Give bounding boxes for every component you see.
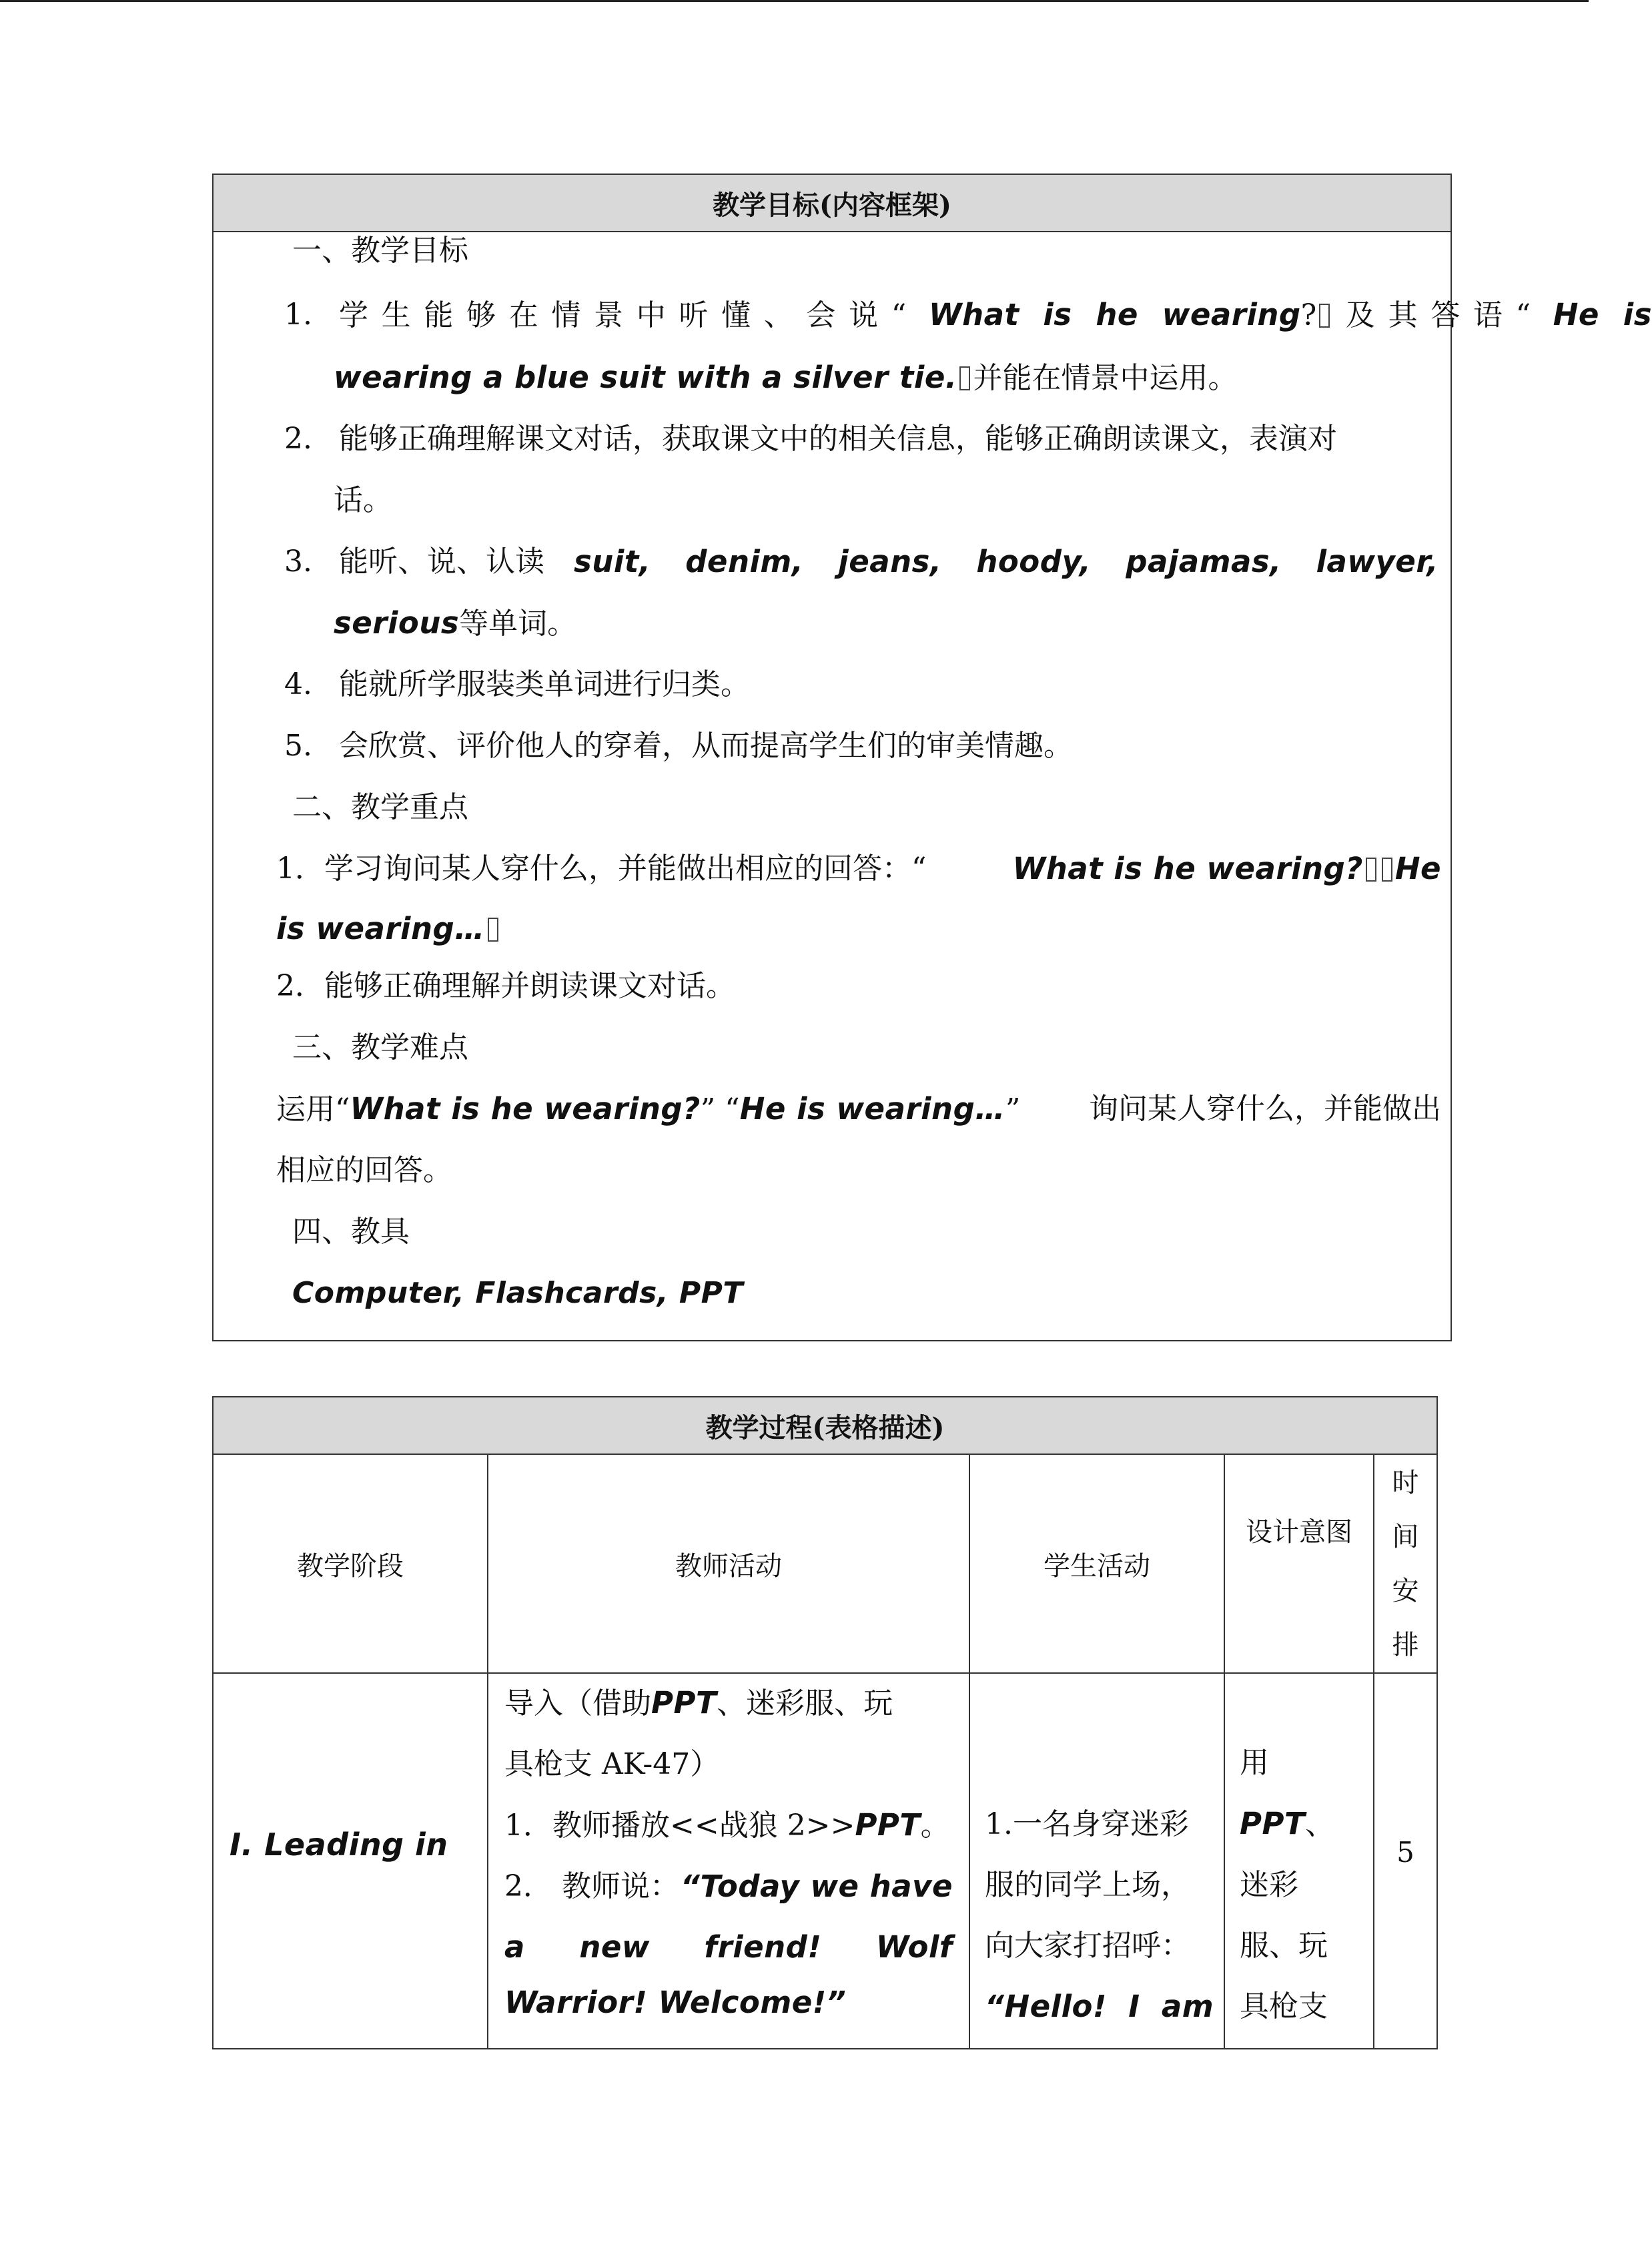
key-point-1-line2 <box>276 909 501 950</box>
english-phrase: wearing a blue suit with a silver tie. <box>334 360 957 395</box>
english-phrase: He <box>1394 851 1441 886</box>
design-intent <box>1240 1732 1370 2037</box>
objective-item-1-line1 <box>339 295 1652 336</box>
english-phrase: “Hello! I am <box>985 1989 1214 2024</box>
objective-item-3-words <box>574 542 1438 582</box>
english-phrase: PPT <box>1240 1806 1306 1841</box>
section-title-key-points: 二、教学重点 <box>292 790 468 824</box>
english-word: new <box>579 1929 650 1965</box>
text-segment: 及其答语“ <box>1332 298 1531 332</box>
english-phrase: He is <box>1553 297 1652 332</box>
header-char: 时 <box>1392 1468 1419 1498</box>
item-number: 1. <box>284 298 312 332</box>
objective-item-2-line2: 话。 <box>334 483 392 517</box>
column-header-stage: 教学阶段 <box>297 1550 404 1582</box>
student-activity <box>985 1794 1216 2037</box>
header-char: 排 <box>1392 1630 1419 1660</box>
key-point-2: 2．能够正确理解并朗读课文对话。 <box>276 969 735 1003</box>
english-word: Wolf <box>875 1929 953 1965</box>
text-segment: “ <box>725 1092 740 1127</box>
text-segment: ” <box>1005 1092 1021 1127</box>
english-phrase: What is he wearing? <box>350 1091 701 1127</box>
column-header-student: 学生活动 <box>1044 1550 1150 1582</box>
column-header-time <box>1374 1456 1436 1674</box>
text-segment: 学生能够在情景中听懂、会说“ <box>339 298 907 332</box>
vocab-word: hoody, <box>976 544 1092 579</box>
objective-item-3-pre: 能听、说、认读 <box>339 545 544 579</box>
process-header: 教学过程(表格描述) <box>214 1397 1436 1455</box>
english-phrase: is wearing… <box>276 911 485 946</box>
missing-glyph-box <box>488 918 498 942</box>
objectives-header: 教学目标(内容框架) <box>214 175 1451 232</box>
text-segment: 询问某人穿什么，并能做出 <box>1089 1092 1441 1126</box>
english-word: a <box>504 1929 525 1965</box>
english-phrase: PPT <box>855 1807 921 1843</box>
text-segment: 1．学习询问某人穿什么，并能做出相应的回答：“ <box>276 852 927 886</box>
english-phrase: Warrior! Welcome!” <box>504 1985 847 2020</box>
vocab-word: jeans, <box>838 544 942 579</box>
text-segment: ? <box>1300 298 1317 332</box>
column-header-design: 设计意图 <box>1246 1517 1352 1548</box>
text-segment: 2． 教师说： <box>504 1869 679 1903</box>
text-line: 服、玩 <box>1240 1929 1328 1963</box>
english-phrase: PPT <box>651 1685 717 1720</box>
text-segment: 。 <box>920 1809 950 1843</box>
text-line: 向大家打招呼： <box>985 1929 1190 1963</box>
item-number: 3. <box>284 545 312 579</box>
text-line: 具枪支 <box>1240 1989 1328 2023</box>
english-phrase: He is wearing… <box>739 1091 1005 1127</box>
item-number: 2. <box>284 422 312 456</box>
text-segment: ” <box>700 1092 716 1127</box>
text-segment: 导入（借助 <box>504 1686 651 1720</box>
section-title-difficulties: 三、教学难点 <box>292 1030 468 1064</box>
vocab-word: lawyer, <box>1316 544 1438 579</box>
english-phrase: “Today we have <box>680 1869 953 1904</box>
text-segment: 、 <box>1305 1807 1335 1841</box>
time-minutes: 5 <box>1396 1836 1414 1869</box>
text-line: 用 <box>1240 1746 1269 1780</box>
vocab-word: serious <box>334 605 460 641</box>
teacher-activity <box>504 1672 953 2028</box>
item-number: 5. <box>284 729 312 763</box>
key-point-1-line1 <box>276 849 1441 890</box>
missing-glyph-box <box>1319 304 1330 328</box>
text-segment: 运用“ <box>276 1092 350 1127</box>
text-segment: 1．教师播放<<战狼 2>> <box>504 1809 855 1843</box>
objective-item-2-line1: 能够正确理解课文对话，获取课文中的相关信息，能够正确朗读课文，表演对 <box>339 422 1337 456</box>
text-line: 服的同学上场， <box>985 1868 1190 1902</box>
section-title-objectives: 一、教学目标 <box>292 234 468 268</box>
section-title-tools: 四、教具 <box>292 1215 410 1249</box>
stage-leading-in: I. Leading in <box>230 1827 448 1863</box>
text-line: 1.一名身穿迷彩 <box>985 1807 1189 1841</box>
missing-glyph-box <box>959 366 970 390</box>
text-segment: 并能在情景中运用。 <box>973 361 1238 395</box>
header-char: 安 <box>1392 1576 1419 1606</box>
process-table <box>212 1396 1438 2049</box>
text-segment: 、迷彩服、玩 <box>717 1686 893 1720</box>
difficulty-line1 <box>276 1089 1441 1130</box>
header-char: 间 <box>1392 1522 1419 1552</box>
objective-item-4: 能就所学服装类单词进行归类。 <box>339 667 750 701</box>
item-number: 4. <box>284 667 312 701</box>
difficulty-line2: 相应的回答。 <box>276 1153 452 1187</box>
english-phrase: What is he wearing? <box>1012 851 1363 886</box>
column-header-teacher: 教师活动 <box>675 1550 782 1582</box>
text-line: 迷彩 <box>1240 1868 1298 1902</box>
tools-list: Computer, Flashcards, PPT <box>292 1276 743 1310</box>
objective-item-5: 会欣赏、评价他人的穿着，从而提高学生们的审美情趣。 <box>339 729 1073 763</box>
objective-item-3-line2 <box>334 603 576 644</box>
vocab-word: denim, <box>685 544 804 579</box>
objective-item-1-line2 <box>334 358 1237 398</box>
missing-glyph-box <box>1382 858 1392 882</box>
vocab-word: pajamas, <box>1126 544 1282 579</box>
text-segment: 等单词。 <box>459 607 577 641</box>
page-top-border <box>0 0 1589 2</box>
vocab-word: suit, <box>574 544 651 579</box>
missing-glyph-box <box>1366 858 1376 882</box>
english-phrase: What is he wearing <box>928 297 1301 332</box>
text-line: 具枪支 AK-47） <box>504 1747 720 1781</box>
objectives-table <box>212 174 1652 1341</box>
english-word: friend! <box>704 1929 822 1965</box>
